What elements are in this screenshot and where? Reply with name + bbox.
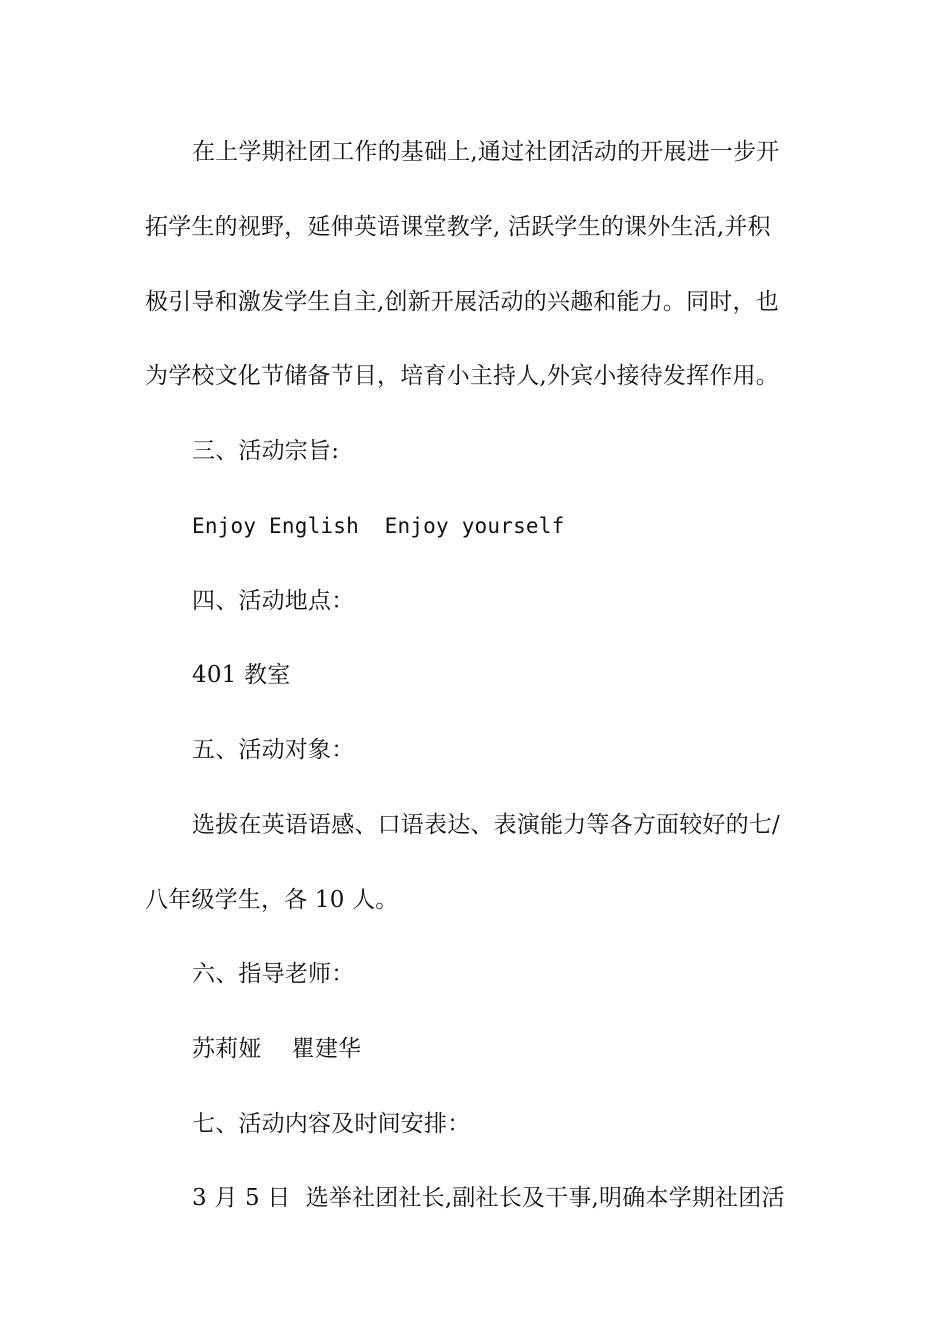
section-4-body: 401 教室 (192, 662, 291, 688)
paragraph-intro-line-3: 极引导和激发学生自主,创新开展活动的兴趣和能力。同时，也 (145, 289, 779, 315)
section-6-heading: 六、指导老师： (192, 961, 355, 987)
section-3-heading: 三、活动宗旨: (192, 438, 340, 464)
paragraph-intro-line-1: 在上学期社团工作的基础上,通过社团活动的开展进一步开 (192, 139, 780, 165)
section-3-body: Enjoy English Enjoy yourself (192, 514, 565, 538)
section-6-body: 苏莉娅 瞿建华 (192, 1036, 362, 1062)
paragraph-intro-line-4: 为学校文化节储备节目，培育小主持人,外宾小接待发挥作用。 (145, 363, 779, 389)
section-7-body: 3 月 5 日 选举社团社长,副社长及干事,明确本学期社团活 (192, 1185, 785, 1211)
paragraph-intro-line-2: 拓学生的视野，延伸英语课堂教学, 活跃学生的课外生活,并积 (145, 214, 771, 240)
section-5-body-line-1: 选拔在英语语感、口语表达、表演能力等各方面较好的七/ (192, 812, 780, 838)
section-4-heading: 四、活动地点： (192, 588, 355, 614)
section-5-heading: 五、活动对象： (192, 737, 355, 763)
section-5-body-line-2: 八年级学生，各 10 人。 (145, 887, 399, 913)
section-7-heading: 七、活动内容及时间安排： (192, 1111, 471, 1137)
